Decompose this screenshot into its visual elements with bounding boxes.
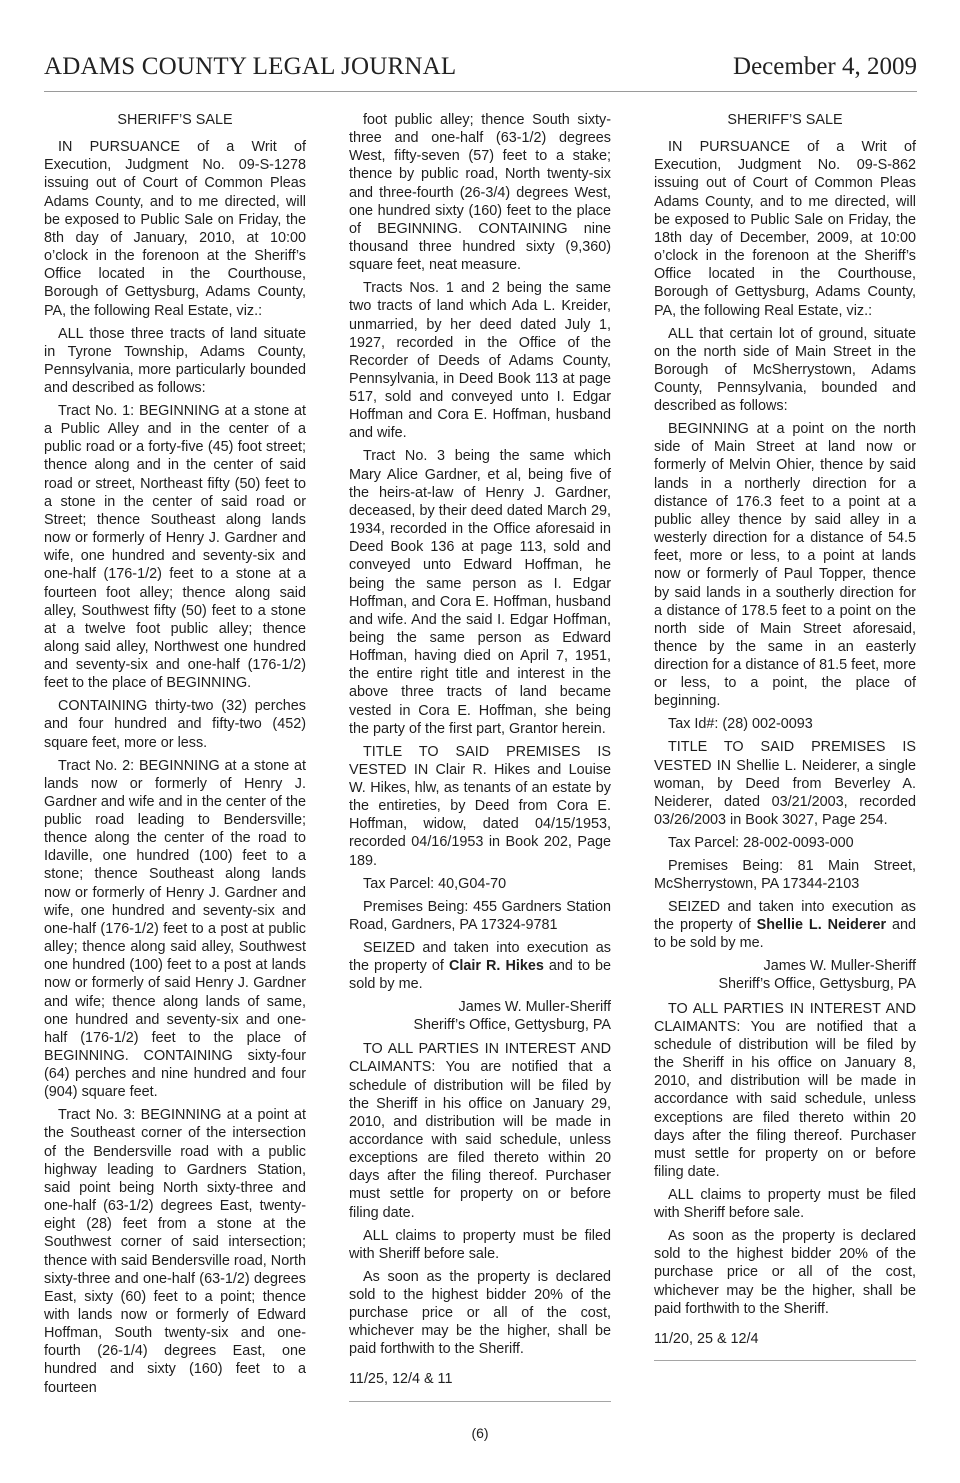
paragraph: Tract No. 1: BEGINNING at a stone at a Public Alley and in the center of a public road or a forty-five (45) foot street; thence along and in the center of said road or street, Northeast fifty (50) feet to a stone in the center of said road or Street; thence Southeast along lands now or formerly of Henry J. Gardner and wife, one hundred and seventy-six and one-half (176-1/2) feet to a stone at a fourteen foot alley; thence along said alley, Southwest fifty (50) feet to a stone at a twelve foot public alley; thence along said alley, Northwest one hundred and seventy-six and one-half (176-1/2) feet to the place of BEGINNING. <box>44 402 306 692</box>
publication-title: ADAMS COUNTY LEGAL JOURNAL <box>44 53 457 80</box>
sheriff-office: Sheriff’s Office, Gettysburg, PA <box>413 1017 611 1034</box>
defendant-name: Shellie L. Neiderer <box>756 917 887 934</box>
paragraph: IN PURSUANCE of a Writ of Execution, Judgment No. 09-S-1278 issuing out of Court of Common Pleas Adams County, and to me directed, will be exposed to Public Sale on Friday, the 8th day of January, 2010, at 10:00 o’clock in the forenoon at the Sheriff’s Office located in the Courthouse, Borough of Gettysburg, Adams County, PA, the following Real Estate, viz.: <box>44 139 306 319</box>
notice-heading: SHERIFF’S SALE <box>117 112 233 128</box>
tax-parcel: Tax Parcel: 40,G04-70 <box>363 875 507 892</box>
sheriff-office: Sheriff’s Office, Gettysburg, PA <box>718 976 916 993</box>
defendant-name: Clair R. Hikes <box>448 957 544 974</box>
issue-date: December 4, 2009 <box>733 53 917 80</box>
notice-heading: SHERIFF’S SALE <box>727 112 843 128</box>
tax-id: Tax Id#: (28) 002-0093 <box>668 716 813 733</box>
notice-end-rule <box>349 1401 611 1402</box>
paragraph: CONTAINING thirty-two (32) perches and four hundred and fifty-two (452) square feet, more or less. <box>44 698 306 751</box>
premises: Premises Being: 455 Gardners Station Road, Gardners, PA 17324-9781 <box>349 898 611 933</box>
paragraph: As soon as the property is declared sold to the highest bidder 20% of the purchase price or all of the cost, whichever may be the higher, shall be paid forthwith to the Sheriff. <box>349 1268 611 1358</box>
seized-statement: SEIZED and taken into execution as the property of Shellie L. Neiderer and to be sold by me. <box>654 898 916 952</box>
paragraph: ALL claims to property must be filed with Sheriff before sale. <box>654 1186 916 1222</box>
paragraph: Tracts Nos. 1 and 2 being the same two tracts of land which Ada L. Kreider, unmarried, by her deed dated July 1, 1927, recorded in the Office of the Recorder of Deeds of Adams County, Pennsylvania, in Deed Book 113 at page 517, sold and conveyed unto I. Edgar Hoffman and Cora E. Hoffman, husband and wife. <box>349 280 611 442</box>
paragraph: Tract No. 2: BEGINNING at a stone at lands now or formerly of Henry J. Gardner and wife and in the center of the public road leading to Bendersville; thence along the center of the road to Idaville, one hundred (100) feet to a stone; thence Southeast along lands now or formerly of Henry J. Gardner and wife, one hundred and seventy-six and one-half (176-1/2) feet to a post at public alley; thence along said alley, Southwest one hundred (100) feet to a post at lands now or formerly of said Henry J. Gardner and wife; thence along lands of same, one hundred and seventy-six and one-half (176-1/2) feet to the place of BEGINNING. CONTAINING sixty-four (64) perches and nine hundred and four (904) square feet. <box>44 757 306 1101</box>
tax-parcel: Tax Parcel: 28-002-0093-000 <box>668 834 854 851</box>
paragraph: foot public alley; thence South sixty-three and one-half (63-1/2) degrees West, fifty-seven (57) feet to a stake; thence by public road, North twenty-six and three-fourth (26-3/4) degrees West, one hundred sixty (160) feet to the place of BEGINNING. CONTAINING nine thousand three hundred sixty (9,360) square feet, neat measure. <box>349 112 611 274</box>
paragraph: Tract No. 3 being the same which Mary Alice Gardner, et al, being five of the heirs-at-law of Henry J. Gardner, deceased, by their deed dated March 29, 1934, recorded in the Office aforesaid in Deed Book 136 at page 113, sold and conveyed unto Edward Hoffman, he being the same person as I. Edgar Hoffman, and Cora E. Hoffman, husband and wife. And the said I. Edgar Hoffman, being the same person as Edward Hoffman, having died on April 7, 1951, the entire right title and interest in the above three tracts of land became vested in Cora E. Hoffman, she being the party of the first part, Grantor herein. <box>349 448 611 737</box>
paragraph: TITLE TO SAID PREMISES IS VESTED IN Shellie L. Neiderer, a single woman, by Deed from Beverley A. Neiderer, dated 03/21/2003, recorded 03/26/2003 in Book 3027, Page 254. <box>654 739 916 828</box>
column-2 <box>349 111 611 1402</box>
paragraph: TITLE TO SAID PREMISES IS VESTED IN Clair R. Hikes and Louise W. Hikes, hlw, as tenants of an estate by the entireties, by Deed from Cora E. Hoffman, widow, dated 04/15/1953, recorded 04/16/1953 in Book 202, Page 189. <box>349 743 611 869</box>
publication-dates: 11/25, 12/4 & 11 <box>349 1371 453 1388</box>
sheriff-signature: James W. Muller-Sheriff <box>763 958 916 975</box>
masthead <box>44 53 917 83</box>
premises: Premises Being: 81 Main Street, McSherrystown, PA 17344-2103 <box>654 857 916 893</box>
seized-statement: SEIZED and taken into execution as the property of Clair R. Hikes and to be sold by me. <box>349 939 612 992</box>
paragraph: TO ALL PARTIES IN INTEREST AND CLAIMANTS: You are notified that a schedule of distribution will be filed by the Sheriff in his office on January 29, 2010, and distribution will be made in accordance with said schedule, unless exceptions are filed thereto within 20 days after the filing thereof. Purchaser must settle for property on or before filing date. <box>349 1041 611 1221</box>
paragraph: TO ALL PARTIES IN INTEREST AND CLAIMANTS: You are notified that a schedule of distribution will be filed by the Sheriff in his office on January 8, 2010, and distribution will be made in accordance with said schedule, unless exceptions are filed thereto within 20 days after the filing thereof. Purchaser must settle for property on or before filing date. <box>654 1000 916 1180</box>
header-rule <box>44 91 917 92</box>
column-1 <box>44 111 306 1402</box>
paragraph: ALL claims to property must be filed with Sheriff before sale. <box>349 1227 611 1262</box>
paragraph: Tract No. 3: BEGINNING at a point at the Southeast corner of the intersection of the Bendersville road with a public highway leading to Gardners Station, said point being North sixty-three and one-half (63-1/2) degrees East, twenty-eight (28) feet from a stone at the Southwest corner of said intersection; thence with said Bendersville road, North sixty-three and one-half (63-1/2) degrees East, sixty (60) feet to a point; thence with lands now or formerly of Edward Hoffman, South twenty-six and one-fourth (26-1/4) degrees East, one hundred and sixty (160) feet to a fourteen <box>44 1107 306 1396</box>
paragraph: BEGINNING at a point on the north side of Main Street at land now or formerly of Melvin Ohier, thence by said lands in a northerly direction for a distance of 176.3 feet to a point at a public alley thence by said alley in a westerly direction for a distance of 54.5 feet, more or less, to a point at lands now or formerly of Paul Topper, thence by said lands in a southerly direction for a distance of 178.5 feet to a point on the north side of Main Street aforesaid, thence by the same in an easterly direction for a distance of 81.5 feet, more or less, to a point, the place of beginning. <box>654 421 916 710</box>
paragraph: As soon as the property is declared sold to the highest bidder 20% of the purchase price or all of the cost, whichever may be the higher, shall be paid forthwith to the Sheriff. <box>654 1228 916 1317</box>
page-number: (6) <box>471 1425 489 1441</box>
paragraph: ALL those three tracts of land situate in Tyrone Township, Adams County, Pennsylvania, more particularly bounded and described as follows: <box>44 325 306 396</box>
paragraph: IN PURSUANCE of a Writ of Execution, Judgment No. 09-S-862 issuing out of Court of Common Pleas Adams County, and to me directed, will be exposed to Public Sale on Friday, the 18th day of December, 2009, at 10:00 o’clock in the forenoon at the Sheriff’s Office located in the Courthouse, Borough of Gettysburg, Adams County, PA, the following Real Estate, viz.: <box>654 139 916 319</box>
sheriff-signature: James W. Muller-Sheriff <box>458 998 611 1015</box>
paragraph: ALL that certain lot of ground, situate on the north side of Main Street in the Borough of McSherrystown, Adams County, Pennsylvania, bounded and described as follows: <box>654 325 916 415</box>
column-3 <box>654 111 916 1361</box>
notice-end-rule <box>654 1360 916 1361</box>
publication-dates: 11/20, 25 & 12/4 <box>654 1330 759 1347</box>
